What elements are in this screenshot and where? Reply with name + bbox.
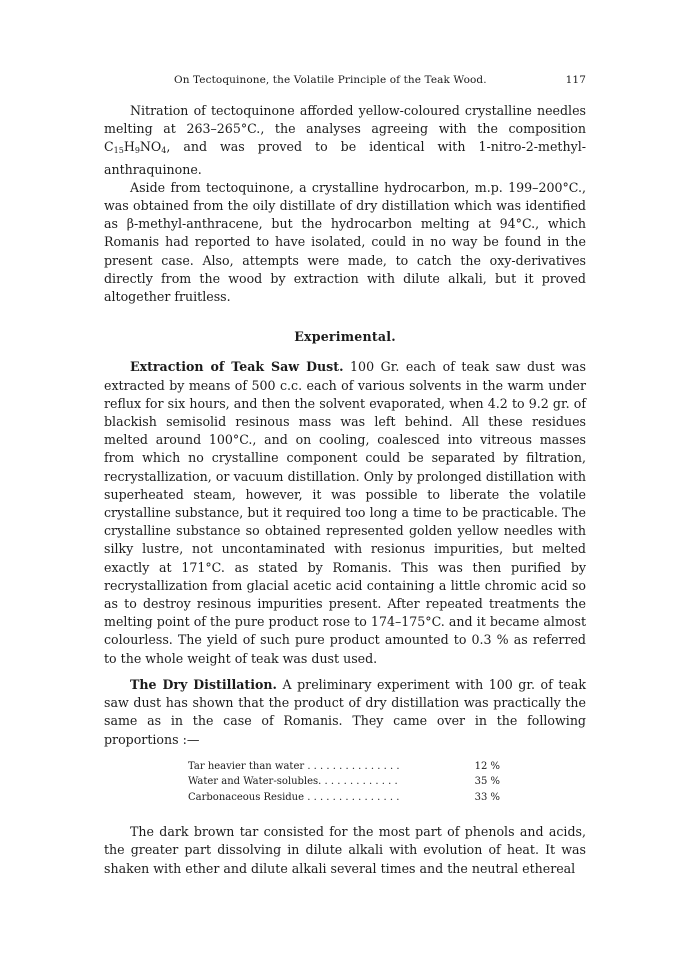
table-row [188,774,500,790]
table-row [188,759,500,775]
paragraph-nitration: Nitration of tectoquinone afforded yellow-coloured crystalline needles melting at 263–265°C., the analyses agreeing with the composition $C_{15}H_9NO_4$, and was proved to be identical with 1-nitro-2-methyl-anthraquinone. [104,103,586,177]
paragraph-tar: The dark brown tar consisted for the most part of phenols and acids, the greater part dissolving in dilute alkali with evolution of heat. It was shaken with ether and dilute alkali several times and the neutral ethereal [104,824,586,876]
proportion-label: Tar heavier than water . . . . . . . . . . . . . . . [188,760,400,772]
section-heading-experimental: Experimental. [294,329,396,345]
proportion-value: 33 % [474,791,500,803]
proportions-table [188,759,500,806]
proportion-value: 35 % [474,776,500,788]
proportion-label: Water and Water-solubles. . . . . . . . . . . . . [188,776,398,788]
paragraph-hydrocarbon: Aside from tectoquinone, a crystalline hydrocarbon, m.p. 199–200°C., was obtained from the oily distillate of dry distillation which was identified as β-methyl-anthracene, but the hydrocarbon melting at 94°C., which Romanis had reported to have isolated, could in no way be found in the present case. Also, attempts were made, to catch the oxy-derivatives directly from the wood by extraction with dilute alkali, but it proved altogether fruitless. [104,179,586,305]
table-row [188,790,500,806]
running-title: On Tectoquinone, the Volatile Principle of the Teak Wood. [174,74,487,86]
runin-heading-extraction: Extraction of Teak Saw Dust. [130,359,344,375]
proportion-value: 12 % [474,760,500,772]
body-text [104,102,586,878]
page-number: 117 [565,74,586,86]
proportion-label: Carbonaceous Residue . . . . . . . . . . . . . . . [188,791,400,803]
paragraph-dry-distillation: The Dry Distillation. A preliminary experiment with 100 gr. of teak saw dust has shown that the product of dry distillation was practically the same as in the case of Romanis. They came over in the following proportions :— [104,676,586,747]
paragraph-extraction: Extraction of Teak Saw Dust. 100 Gr. each of teak saw dust was extracted by means of 500 c.c. each of various solvents in the warm under reflux for six hours, and then the solvent evaporated, when 4.2 to 9.2 gr. of blackish semisolid resinous mass was left behind. All these residues melted around 100°C., and on cooling, coalesced into vitreous masses from which no crystalline component could be separated by filtration, recrystallization, or vacuum distillation. Only by prolonged distillation with superheated steam, however, it was possible to liberate the volatile crystalline substance, but it required too long a time to be practicable. The crystalline substance so obtained represented golden yellow needles with silky lustre, not uncontaminated with resionus impurities, but melted exactly at 171°C. as stated by Romanis. This was then purified by recrystallization from glacial acetic acid containing a little chromic acid so as to destroy resinous impurities present. After repeated treatments the melting point of the pure product rose to 174–175°C. and it became almost colourless. The yield of such pure product amounted to 0.3 % as referred to the whole weight of teak was dust used. [104,359,586,666]
runin-heading-dry-distillation: The Dry Distillation. [130,676,277,692]
